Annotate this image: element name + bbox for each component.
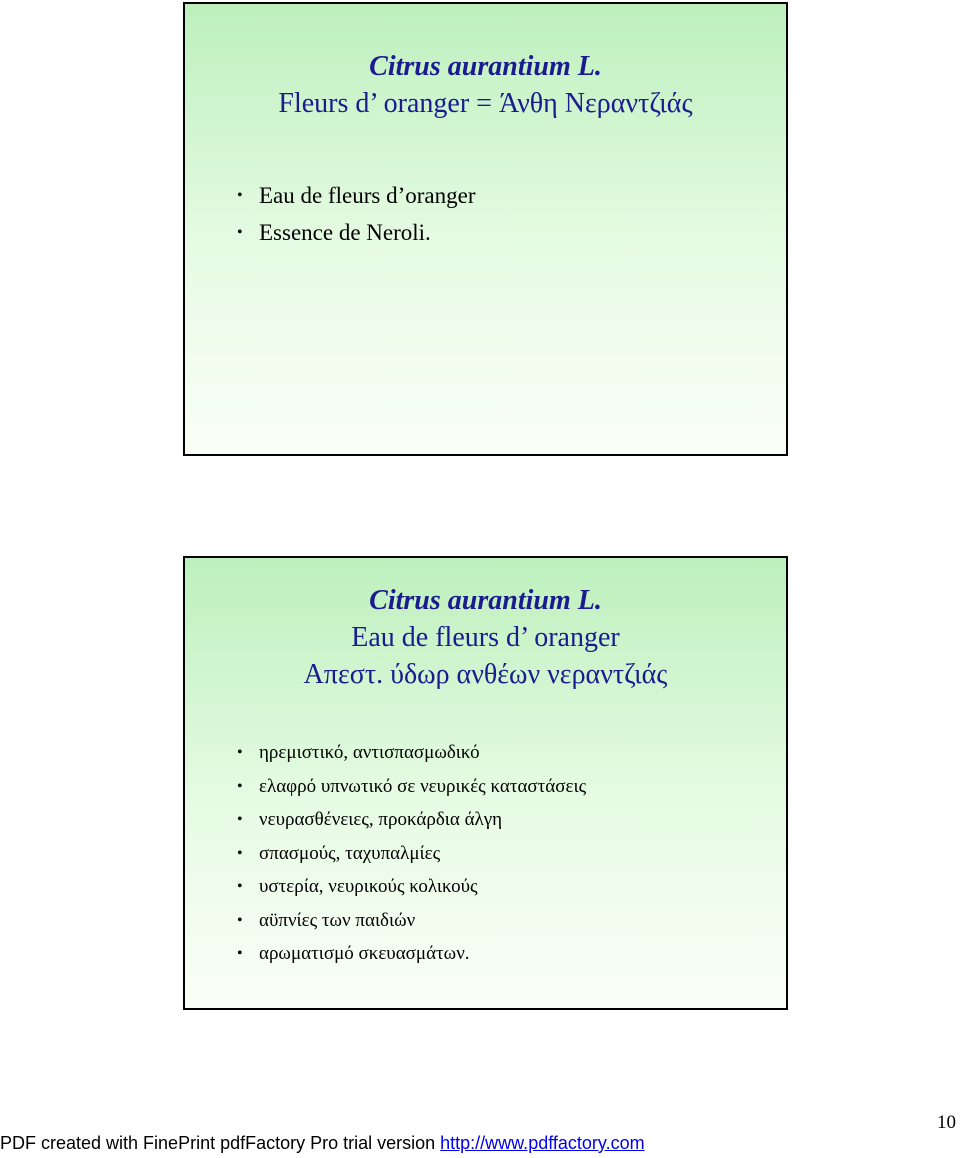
slide-2-title-subtitle: Eau de fleurs d’ oranger [351, 622, 620, 653]
bullet-item: • υστερία, νευρικούς κολικούς [185, 870, 786, 904]
bullet-item: • ελαφρό υπνωτικό σε νευρικές καταστάσεις [185, 770, 786, 804]
slide-2-bullet-list [185, 736, 786, 971]
slide-1 [183, 2, 788, 456]
bullet-item: • ηρεμιστικό, αντισπασμωδικό [185, 736, 786, 770]
slide-2 [183, 556, 788, 1010]
slide-2-title-greek: Απεστ. ύδωρ ανθέων νεραντζιάς [303, 659, 668, 690]
bullet-item: • Essence de Neroli. [185, 214, 786, 251]
slide-1-title-subtitle: Fleurs d’ oranger = Άνθη Νεραντζιάς [278, 88, 693, 119]
slide-2-title [185, 582, 786, 693]
slide-1-title-latin: Citrus aurantium L. [369, 51, 602, 82]
slide-1-bullet-list [185, 177, 786, 251]
bullet-item: • αρωματισμό σκευασμάτων. [185, 937, 786, 971]
slide-2-title-latin: Citrus aurantium L. [369, 585, 602, 616]
page-number: 10 [937, 1112, 956, 1133]
bullet-item: • Eau de fleurs d’oranger [185, 177, 786, 214]
bullet-item: • σπασμούς, ταχυπαλμίες [185, 837, 786, 871]
pdf-footer [0, 1133, 645, 1154]
footer-text: PDF created with FinePrint pdfFactory Pro trial version [0, 1133, 441, 1153]
bullet-item: • αϋπνίες των παιδιών [185, 904, 786, 938]
footer-link[interactable]: http://www.pdffactory.com [440, 1133, 645, 1153]
slide-1-title [185, 48, 786, 122]
bullet-item: • νευρασθένειες, προκάρδια άλγη [185, 803, 786, 837]
